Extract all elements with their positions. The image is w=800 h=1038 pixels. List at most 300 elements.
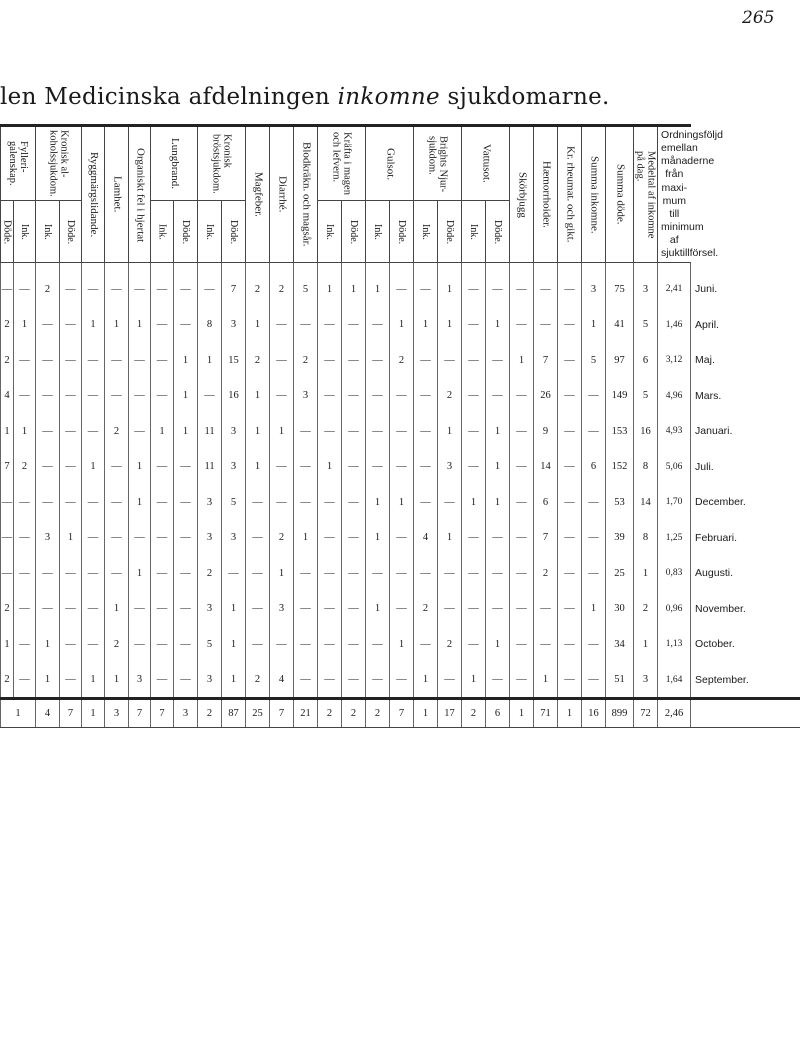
month-label: Maj. [691,342,800,378]
table-cell: — [390,591,414,627]
table-cell: — [36,307,60,343]
table-cell: — [246,555,270,591]
table-cell: — [318,342,342,378]
table-cell: 1 [174,342,198,378]
table-cell: — [438,591,462,627]
table-cell: — [270,342,294,378]
table-cell: 2,41 [658,263,691,307]
total-cell: 21 [294,699,318,728]
table-cell: 5 [222,484,246,520]
table-cell: 16 [634,413,658,449]
table-cell: — [390,555,414,591]
table-cell: — [390,263,414,307]
total-cell: 7 [390,699,414,728]
table-cell: — [342,555,366,591]
table-cell: — [366,449,390,485]
table-cell: — [60,626,82,662]
table-cell: 1 [366,591,390,627]
table-cell: — [582,413,606,449]
table-cell: — [366,342,390,378]
total-cell: 7 [151,699,174,728]
table-cell: — [14,591,36,627]
table-row [1,626,800,662]
sub-ink: Ink. [414,201,438,263]
table-cell: 2 [1,591,14,627]
table-cell: — [510,413,534,449]
table-cell: — [558,307,582,343]
table-cell: 1 [438,413,462,449]
table-body [1,263,800,728]
table-cell: — [342,662,366,699]
table-cell: — [151,342,174,378]
sub-ink: Ink. [36,201,60,263]
table-cell: 2 [270,263,294,307]
total-cell: 16 [582,699,606,728]
table-cell: — [342,591,366,627]
table-cell: 1 [270,555,294,591]
table-row [1,307,800,343]
table-cell: 1 [246,413,270,449]
table-cell: — [558,484,582,520]
table-cell: — [510,378,534,414]
table-cell: 1 [486,449,510,485]
header-ordningsfoljd: Ordningsföljd emellan månaderne från maxi-mum till minimum af sjuktillförsel. [658,126,691,263]
table-cell: — [294,626,318,662]
table-cell: 1 [222,662,246,699]
table-cell: — [366,413,390,449]
table-cell: — [82,263,105,307]
table-cell: — [82,520,105,556]
table-cell: 5 [634,378,658,414]
header-summa-dode: Summa döde. [606,126,634,263]
month-label: October. [691,626,800,662]
total-cell: 2 [342,699,366,728]
header-organiskt-fel: Organiskt fel i hjertat [129,126,151,263]
table-cell: — [510,662,534,699]
table-cell: 2 [36,263,60,307]
header-gulsot: Gulsot. [366,126,414,201]
total-cell: 7 [60,699,82,728]
table-cell: 152 [606,449,634,485]
table-cell: 1 [634,626,658,662]
table-cell: — [246,520,270,556]
table-cell: 2 [246,342,270,378]
table-cell: — [174,555,198,591]
table-cell: — [270,626,294,662]
table-cell: 3,12 [658,342,691,378]
sub-dode: Döde. [342,201,366,263]
table-cell: 1 [486,626,510,662]
table-cell: — [60,591,82,627]
table-cell: 1 [1,626,14,662]
total-cell: 4 [36,699,60,728]
table-cell: 16 [222,378,246,414]
table-cell: — [486,378,510,414]
table-cell: 1 [105,307,129,343]
table-cell: — [318,378,342,414]
table-cell: 1 [582,591,606,627]
table-cell: 1 [82,449,105,485]
total-cell: 2 [198,699,222,728]
header-vattusot: Vattusot. [462,126,510,201]
page-title [0,84,610,110]
table-cell: — [105,484,129,520]
table-cell: 4 [1,378,14,414]
table-row [1,449,800,485]
month-label: Februari. [691,520,800,556]
table-cell: 2 [270,520,294,556]
table-cell: 3 [222,449,246,485]
table-cell: 11 [198,413,222,449]
table-cell: — [462,413,486,449]
table-cell: — [246,626,270,662]
table-cell: — [36,413,60,449]
table-cell: 1 [342,263,366,307]
total-cell: 1 [414,699,438,728]
table-cell: — [558,626,582,662]
table-cell: — [582,484,606,520]
table-cell: 0,83 [658,555,691,591]
table-cell: 1 [14,307,36,343]
month-label: Mars. [691,378,800,414]
table-cell: — [14,263,36,307]
total-cell: 7 [270,699,294,728]
table-cell: — [246,591,270,627]
header-magfeber: Magfeber. [246,126,270,263]
table-cell: 3 [270,591,294,627]
table-cell: — [318,626,342,662]
header-rheumat: Kr. rheumat. och gikt. [558,126,582,263]
table-cell: — [558,449,582,485]
table-cell: 51 [606,662,634,699]
table-cell: — [558,342,582,378]
sub-ink: Ink. [318,201,342,263]
table-row [1,263,800,307]
table-cell: — [414,342,438,378]
table-cell: — [14,378,36,414]
table-cell: 1 [105,591,129,627]
table-cell: 34 [606,626,634,662]
table-cell: — [318,307,342,343]
total-cell: 2,46 [658,699,691,728]
table-cell: — [294,413,318,449]
table-cell: 5 [198,626,222,662]
table-cell: 1 [294,520,318,556]
table-cell: — [82,484,105,520]
table-cell: — [60,484,82,520]
table-cell: 1 [36,626,60,662]
total-cell: 1 [510,699,534,728]
table-cell: 1 [222,591,246,627]
table-cell: 1 [486,307,510,343]
table-cell: 2 [198,555,222,591]
total-cell: 87 [222,699,246,728]
table-cell: — [14,555,36,591]
table-cell: — [60,307,82,343]
table-cell: 3 [222,520,246,556]
table-cell: — [534,591,558,627]
month-label: September. [691,662,800,699]
table-cell: 25 [606,555,634,591]
table-cell: — [558,378,582,414]
table-cell: 1 [634,555,658,591]
table-row [1,484,800,520]
table-cell: — [342,413,366,449]
table-cell: 1 [414,662,438,699]
table-cell: 2 [534,555,558,591]
table-cell: — [342,626,366,662]
table-cell: — [129,413,151,449]
title-prefix: len Medicinska afdelningen [0,84,330,110]
table-cell: 1 [36,662,60,699]
table-cell: — [486,662,510,699]
total-cell: 1 [558,699,582,728]
table-cell: — [438,662,462,699]
table-cell: — [414,626,438,662]
table-cell: 9 [534,413,558,449]
total-cell: 2 [366,699,390,728]
table-cell: — [462,555,486,591]
table-cell: 41 [606,307,634,343]
table-cell: 2 [1,662,14,699]
sub-ink: Ink. [151,201,174,263]
month-label: Juli. [691,449,800,485]
month-label: December. [691,484,800,520]
table-cell: — [390,413,414,449]
sub-dode: Döde. [438,201,462,263]
sub-dode: Döde. [222,201,246,263]
header-lungbrand: Lungbrand. [151,126,198,201]
table-cell: — [318,591,342,627]
table-cell: — [462,342,486,378]
table-cell: 3 [198,484,222,520]
table-cell: — [36,378,60,414]
table-cell: — [294,591,318,627]
table-cell: 3 [198,520,222,556]
table-cell: 1 [318,263,342,307]
table-cell: — [438,555,462,591]
table-cell: 1,46 [658,307,691,343]
table-cell: — [60,413,82,449]
table-cell: 1 [438,307,462,343]
table-cell: — [151,263,174,307]
table-cell: — [151,662,174,699]
table-cell: 1 [318,449,342,485]
total-cell: 2 [462,699,486,728]
table-cell: 6 [534,484,558,520]
table-cell: — [222,555,246,591]
table-cell: 5 [634,307,658,343]
table-cell: — [1,263,14,307]
table-cell: — [174,263,198,307]
table-cell: 8 [634,520,658,556]
table-cell: — [151,520,174,556]
table-cell: 5 [294,263,318,307]
table-cell: 7 [1,449,14,485]
table-cell: 3 [222,413,246,449]
total-cell: 3 [174,699,198,728]
table-cell: 2 [634,591,658,627]
table-cell: — [14,484,36,520]
table-cell: 2 [105,626,129,662]
table-cell: 4 [270,662,294,699]
table-cell: 1 [129,484,151,520]
table-cell: 1 [462,484,486,520]
table-cell: — [151,449,174,485]
table-cell: 1 [246,307,270,343]
table-cell: — [294,307,318,343]
header-ryggmarg: Ryggmärgslidande. [82,126,105,263]
table-cell: 3 [36,520,60,556]
table-cell: — [1,555,14,591]
table-row [1,662,800,699]
table-cell: 2 [414,591,438,627]
header-fylleri: Fylleri- galenskap. [1,126,36,201]
table-cell: 5 [582,342,606,378]
table-cell: 149 [606,378,634,414]
table-cell: — [36,449,60,485]
month-label: November. [691,591,800,627]
table-cell: — [414,263,438,307]
total-cell: 72 [634,699,658,728]
table-cell: — [198,263,222,307]
total-empty-cell [691,699,800,728]
table-cell: 1 [129,555,151,591]
table-cell: — [60,263,82,307]
sub-dode: Döde. [1,201,14,263]
table-cell: — [582,555,606,591]
table-cell: 1 [534,662,558,699]
table-cell: — [486,555,510,591]
table-cell: — [270,449,294,485]
table-cell: 5,06 [658,449,691,485]
table-cell: — [390,449,414,485]
table-cell: 1 [462,662,486,699]
table-cell: — [60,378,82,414]
table-cell: 26 [534,378,558,414]
table-cell: — [366,378,390,414]
table-cell: — [414,555,438,591]
table-cell: 1,64 [658,662,691,699]
table-cell: — [318,413,342,449]
table-cell: — [462,263,486,307]
table-cell: — [510,307,534,343]
table-cell: 1 [14,413,36,449]
total-cell: 899 [606,699,634,728]
table-cell: 14 [634,484,658,520]
table-cell: — [105,449,129,485]
header-lamhet: Lamhet. [105,126,129,263]
table-cell: — [534,263,558,307]
table-cell: 2 [246,263,270,307]
table-cell: — [246,484,270,520]
table-cell: — [60,555,82,591]
table-cell: — [390,520,414,556]
table-cell: — [558,662,582,699]
table-cell: — [151,555,174,591]
table-cell: — [82,413,105,449]
table-cell: — [486,520,510,556]
table-row [1,555,800,591]
table-cell: 1 [390,626,414,662]
sub-dode: Döde. [174,201,198,263]
table-cell: — [151,307,174,343]
table-cell: 30 [606,591,634,627]
table-cell: 1 [582,307,606,343]
table-cell: 1 [270,413,294,449]
table-cell: — [342,342,366,378]
totals-row [1,699,800,728]
total-cell: 6 [486,699,510,728]
table-cell: — [82,342,105,378]
table-cell: 15 [222,342,246,378]
table-cell: — [510,484,534,520]
month-label: Juni. [691,263,800,307]
table-cell: 3 [198,591,222,627]
table-cell: 97 [606,342,634,378]
table-cell: 2 [438,626,462,662]
month-label: Januari. [691,413,800,449]
table-cell: — [414,484,438,520]
title-italic-word: inkomne [337,84,440,110]
header-haemorrhoider: Hæmorrhoider. [534,126,558,263]
table-cell: — [462,449,486,485]
table-cell: — [558,555,582,591]
table-cell: 1 [366,520,390,556]
table-cell: — [60,342,82,378]
table-cell: — [318,555,342,591]
table-cell: — [294,449,318,485]
table-cell: — [174,449,198,485]
table-cell: — [510,520,534,556]
table-cell: 14 [534,449,558,485]
total-cell: 2 [318,699,342,728]
table-cell: 8 [634,449,658,485]
table-cell: 7 [222,263,246,307]
table-cell: 4,93 [658,413,691,449]
table-cell: 0,96 [658,591,691,627]
table-cell: — [486,342,510,378]
table-cell: 3 [582,263,606,307]
table-cell: — [342,378,366,414]
table-cell: — [534,307,558,343]
table-cell: — [174,591,198,627]
table-cell: — [129,591,151,627]
table-cell: 1 [105,662,129,699]
table-cell: — [342,484,366,520]
table-cell: 3 [222,307,246,343]
table-cell: 3 [198,662,222,699]
table-cell: — [174,307,198,343]
table-cell: — [366,662,390,699]
table-cell: 2 [294,342,318,378]
table-cell: 8 [198,307,222,343]
table-cell: 1 [129,449,151,485]
table-cell: — [414,378,438,414]
total-cell: 25 [246,699,270,728]
header-medeltal: Medeltal af inkomne på dag. [634,126,658,263]
table-cell: 1 [366,484,390,520]
table-cell: — [558,263,582,307]
table-cell: — [582,626,606,662]
table-cell: 1 [60,520,82,556]
table-cell: — [1,484,14,520]
table-cell: 1 [510,342,534,378]
header-kronisk-brost: Kronisk bröstsjukdom. [198,126,246,201]
table-cell: — [510,555,534,591]
header-brights: Brights Njur- sjukdom. [414,126,462,201]
table-cell: 153 [606,413,634,449]
